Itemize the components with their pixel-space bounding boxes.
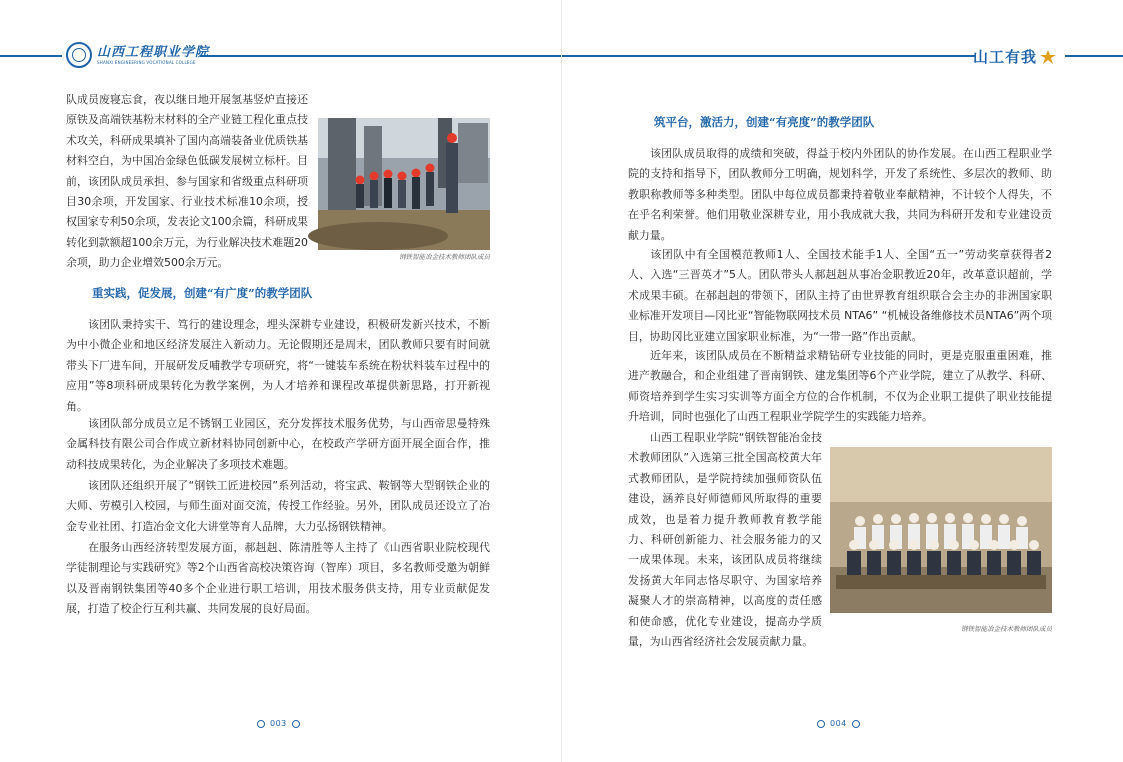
logo-cn-text: 山西工程职业学院 [97, 44, 210, 60]
slogan-logo [973, 46, 1057, 67]
header-rule-left [0, 55, 62, 57]
header-rule-left-long [200, 55, 561, 57]
right-page-number: 004 [830, 719, 847, 728]
right-page-footer [817, 719, 860, 728]
right-page [562, 0, 1123, 762]
header-rule-right-long [562, 55, 975, 57]
right-paragraph-3: 近年来，该团队成员在不断精益求精钻研专业技能的同时，更是克服重重困难，推进产教融合，和企业组建了晋南钢铁、建龙集团等6个产业学院，建立了从教学、科研、师资培养到学生实习实训等方面全方位的合作机制，不仅为企业职工提供了职业技能提升培训，同时也强化了山西工程职业学院学生的实践能力培养。 [628, 349, 1052, 424]
left-page [0, 0, 561, 762]
left-page-number: 003 [270, 719, 287, 728]
left-paragraph-4: 该团队还组织开展了“钢铁工匠进校园”系列活动，将宝武、鞍钢等大型钢铁企业的大师、劳模引入校园，与师生面对面交流，传授工作经验。另外，团队成员还设立了冶金专业社团、打造冶金文化大讲堂等育人品牌，大力弘扬钢铁精神。 [66, 479, 490, 533]
footer-ring-icon [852, 720, 860, 728]
footer-ring-icon [257, 720, 265, 728]
left-paragraph-5: 在服务山西经济转型发展方面，郝赳赳、陈清胜等人主持了《山西省职业院校现代学徒制理论与实践研究》等2个山西省高校决策咨询（智库）项目，多名教师受邀为朝鲜以及晋南钢铁集团等40多个企业进行职工培训，用技术服务供支持，用专业贡献促发展，打造了校企行互利共赢、共同发展的良好局面。 [66, 541, 490, 616]
left-photo-site-visit [318, 118, 490, 250]
right-paragraph-2: 该团队中有全国模范教师1人、全国技术能手1人、全国“五一”劳动奖章获得者2人、入选“三晋英才”5人。团队带头人郝赳赳从事冶金职教近20年，改革意识超前，学术成果丰硕。在郝赳赳的带领下，团队主持了由世界教育组织联合会主办的非洲国家职业标准开发项目—冈比亚“智能物联网技术员 NTA6” “机械设备维修技术员NTA6”两个项目，协助冈比亚建立国家职业标准，为“一带一路”作出贡献。 [628, 248, 1052, 343]
footer-ring-icon [817, 720, 825, 728]
right-photo-caption: 钢铁智能冶金技术教师团队成员 [961, 625, 1052, 633]
footer-ring-icon [292, 720, 300, 728]
site-visit-illustration [318, 118, 490, 250]
left-photo-caption: 钢铁智能冶金技术教师团队成员 [399, 253, 490, 261]
left-paragraph-2: 该团队秉持实干、笃行的建设理念，埋头深耕专业建设，积极研发新兴技术，不断为中小微企业和地区经济发展注入新动力。无论假期还是周末，团队教师只要有时间就带头下厂进车间，开展研发反哺教学专项研究，将“一键装车系统在粉状料装车过程中的应用”等8项科研成果转化为教学案例，为人才培养和课程改革提供新思路，打开新视角。 [66, 318, 490, 413]
logo-en-text: SHANXI ENGINEERING VOCATIONAL COLLEGE [97, 59, 196, 65]
left-paragraph-3: 该团队部分成员立足不锈钢工业园区，充分发挥技术服务优势，与山西帝思曼特殊金属科技有限公司合作成立新材料协同创新中心，在校政产学研方面开展全面合作，推动科技成果转化，为企业解决了多项技术难题。 [66, 417, 490, 471]
star-icon [1039, 50, 1057, 64]
right-section-heading: 筑平台，激活力，创建“有亮度”的教学团队 [654, 115, 875, 129]
college-seal-icon [66, 42, 92, 68]
college-logo [66, 42, 209, 68]
right-paragraph-1: 该团队成员取得的成绩和突破，得益于校内外团队的协作发展。在山西工程职业学院的支持和指导下，团队教师分工明确，规划科学，开发了系统性、多层次的教师、助教职称教师等多种类型。团队中每位成员都秉持着敬业奉献精神，不计较个人得失，不在乎名利荣誉。他们用敬业深耕专业，用小我成就大我，共同为科研开发和专业建设贡献力量。 [628, 147, 1052, 242]
header-rule-right-short [1065, 55, 1123, 57]
left-section-heading: 重实践，促发展，创建“有广度”的教学团队 [92, 286, 313, 300]
left-paragraph-1: 队成员废寝忘食，夜以继日地开展氢基竖炉直接还原铁及高端铁基粉末材料的全产业链工程化重点技术攻关，科研成果填补了国内高端装备业优质铁基材料空白，为中国冶金绿色低碳发展树立标杆。目前，该团队成员承担、参与国家和省级重点科研项目30余项，开发国家、行业技术标准10余项，授权国家专利50余项，发表论文100余篇，科研成果转化到款额超100余万元，为行业解决技术难题20余项，助力企业增效500余万元。 [66, 93, 308, 270]
right-paragraph-4: 山西工程职业学院“钢铁智能冶金技术教师团队”入选第三批全国高校黄大年式教师团队，是学院持续加强师资队伍建设，涵养良好师德师风所取得的重要成效，也是着力提升教师教育教学能力、科研创新能力、社会服务能力的又一成果体现。未来，该团队成员将继续发扬黄大年同志恪尽职守、为国家培养凝聚人才的崇高精神，以高度的责任感和使命感，优化专业建设，提高办学质量，为山西省经济社会发展贡献力量。 [628, 431, 822, 649]
slogan-text: 山工有我 [972, 48, 1037, 66]
left-page-footer [257, 719, 300, 728]
